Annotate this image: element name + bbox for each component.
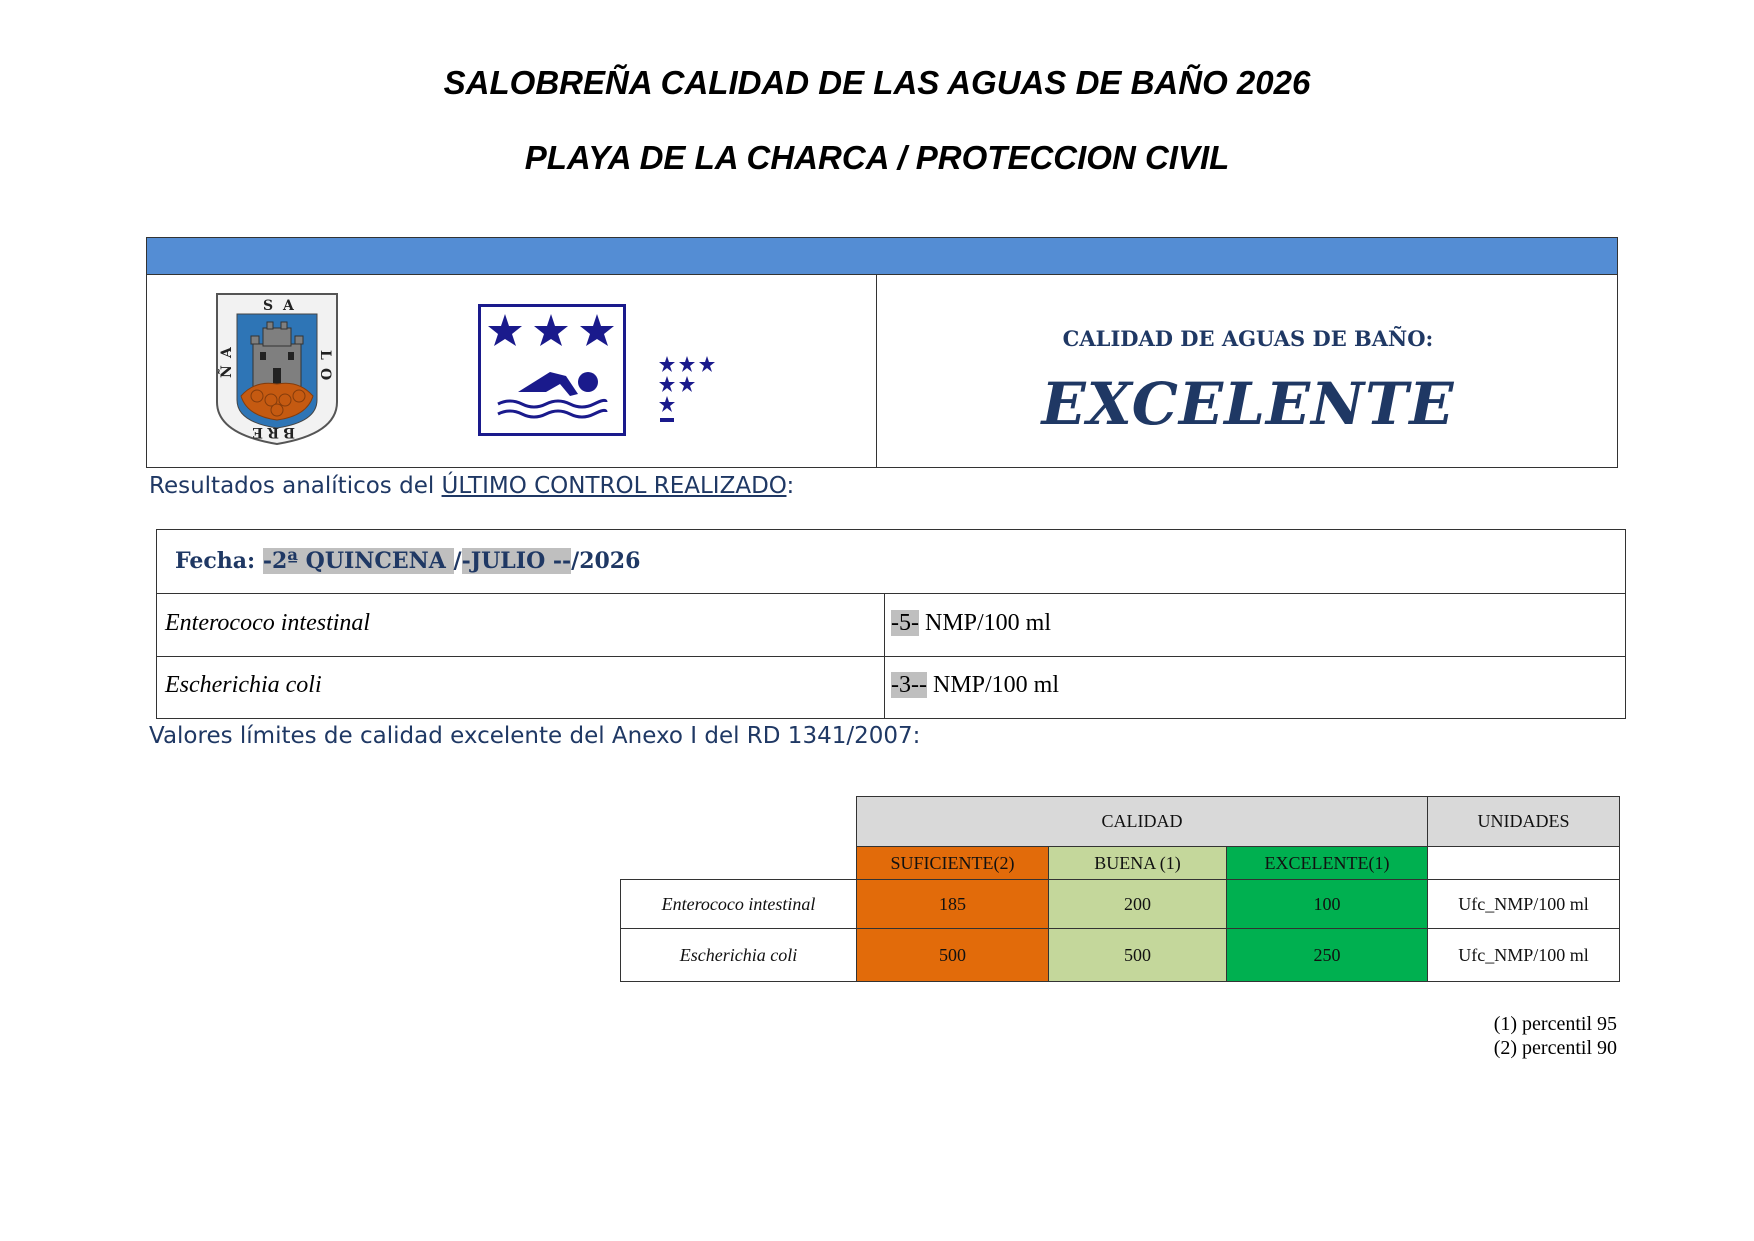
footnotes	[1300, 1012, 1617, 1060]
result-parameter: Enterococo intestinal	[165, 610, 371, 636]
limit-parameter: Escherichia coli	[620, 928, 857, 982]
crest-letter-e: E	[252, 424, 263, 440]
row-divider	[157, 656, 1625, 657]
fecha-month: -JULIO --	[461, 548, 572, 574]
footnote: (2) percentil 90	[1493, 1037, 1617, 1059]
result-value-row	[891, 672, 1059, 699]
limit-value-suficiente: 500	[856, 928, 1049, 982]
result-unit: NMP/100 ml	[926, 672, 1060, 698]
quality-label: CALIDAD DE AGUAS DE BAÑO:	[1062, 326, 1434, 351]
bathing-quality-pictogram-icon	[478, 304, 626, 436]
beach-title: PLAYA DE LA CHARCA / PROTECCION CIVIL	[524, 139, 1230, 176]
column-divider	[884, 594, 885, 718]
fecha-year: /2026	[571, 548, 641, 574]
crest-letter-enye: Ñ	[219, 365, 235, 378]
level-buena: BUENA (1)	[1048, 846, 1227, 880]
result-unit: NMP/100 ml	[918, 610, 1052, 636]
fecha-quincena: -2ª QUINCENA	[262, 548, 454, 574]
limit-value-excelente: 100	[1226, 879, 1428, 929]
quality-value: EXCELENTE	[1041, 370, 1455, 438]
salobrena-crest-icon	[215, 292, 339, 446]
header-band	[147, 238, 1617, 275]
footnote: (1) percentil 95	[1493, 1013, 1617, 1035]
result-value-row	[891, 610, 1051, 637]
limit-value-suficiente: 185	[856, 879, 1049, 929]
results-heading-prefix: Resultados analíticos del	[149, 473, 442, 499]
level-suficiente: SUFICIENTE(2)	[856, 846, 1049, 880]
eu-stars-icon	[659, 356, 725, 426]
limits-heading: Valores límites de calidad excelente del Anexo I del RD 1341/2007:	[149, 723, 921, 749]
crest-letter-s: S	[263, 298, 274, 314]
crest-letter-a2: A	[219, 347, 235, 358]
crest-letter-a: A	[283, 298, 294, 314]
units-blank-cell	[1427, 846, 1620, 880]
header-box	[146, 237, 1618, 468]
limit-unit: Ufc_NMP/100 ml	[1427, 879, 1620, 929]
crest-letter-o: O	[317, 368, 333, 381]
limits-table	[620, 796, 1630, 982]
results-heading-emphasis: ÚLTIMO CONTROL REALIZADO	[441, 473, 787, 499]
results-heading-suffix: :	[786, 473, 795, 499]
crest-letter-r: R	[267, 424, 279, 440]
crest-letter-b: B	[283, 424, 295, 440]
limit-value-buena: 500	[1048, 928, 1227, 982]
result-value: -5-	[891, 610, 919, 636]
limit-value-buena: 200	[1048, 879, 1227, 929]
results-table	[156, 529, 1626, 719]
crest-letter-l: L	[317, 350, 333, 360]
results-heading	[149, 473, 794, 499]
fecha-line	[175, 548, 640, 574]
limit-value-excelente: 250	[1226, 928, 1428, 982]
fecha-separator: /	[453, 548, 462, 574]
limit-unit: Ufc_NMP/100 ml	[1427, 928, 1620, 982]
level-excelente: EXCELENTE(1)	[1226, 846, 1428, 880]
result-parameter: Escherichia coli	[165, 672, 322, 698]
header-calidad: CALIDAD	[856, 796, 1428, 847]
row-divider	[157, 593, 1625, 594]
limit-parameter: Enterococo intestinal	[620, 879, 857, 929]
header-unidades: UNIDADES	[1427, 796, 1620, 847]
document-title: SALOBREÑA CALIDAD DE LAS AGUAS DE BAÑO 2026	[443, 64, 1311, 101]
result-value: -3--	[891, 672, 927, 698]
fecha-label: Fecha:	[175, 548, 263, 574]
